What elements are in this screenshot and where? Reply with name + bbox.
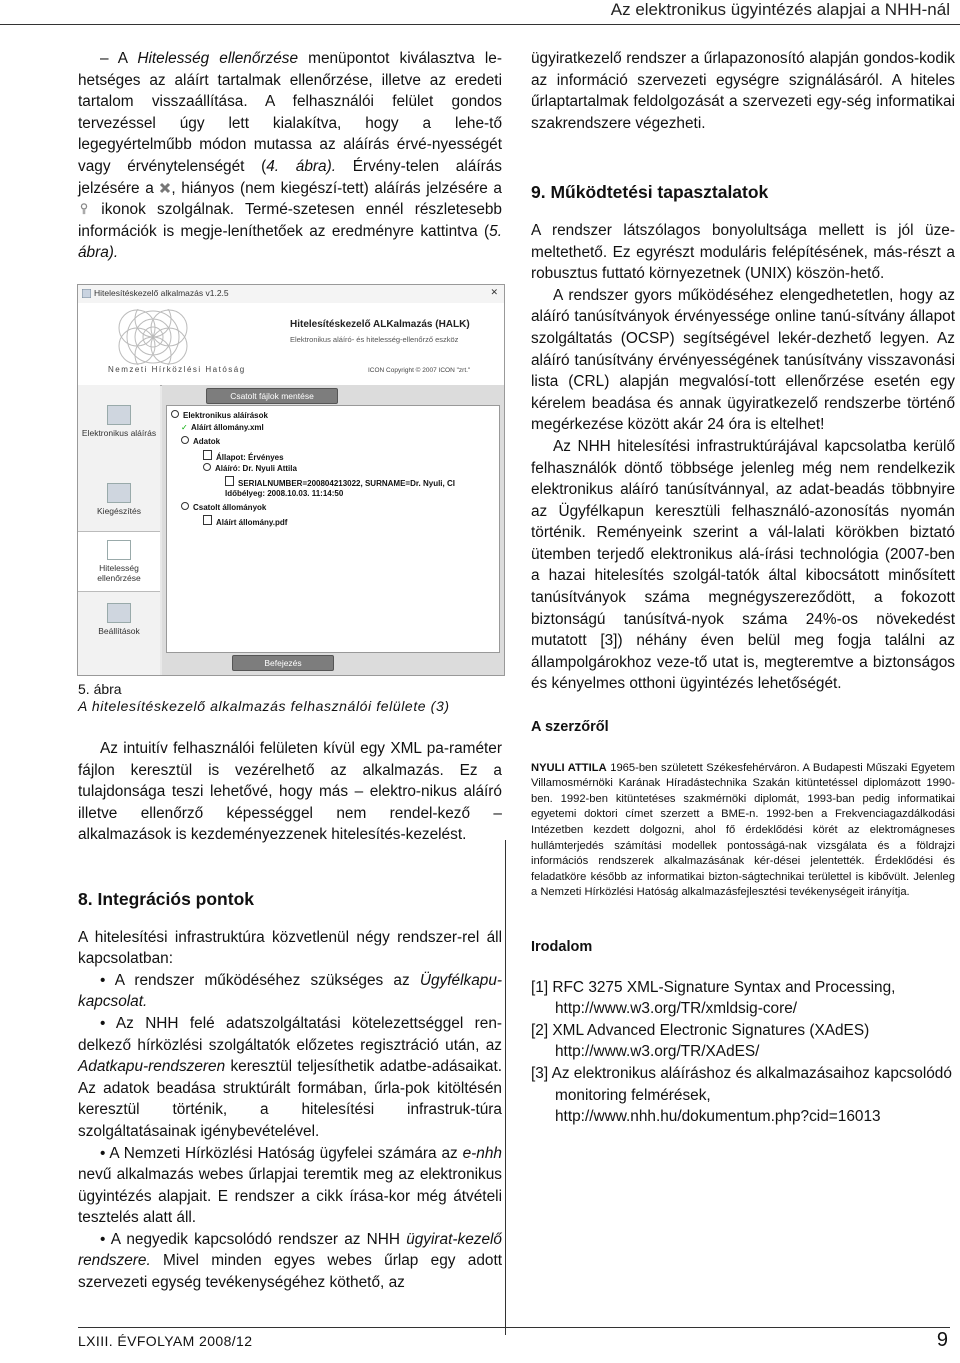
- section-9-p1: A rendszer látszólagos bonyolultsága mellett is jól üze-meltethető. Ez egyrészt moduláris felépítésének, más-részt a robusztus futtató környezetnek (UNIX) köszön-hető.: [531, 221, 955, 283]
- org-name: Nemzeti Hírközlési Hatóság: [108, 365, 246, 374]
- rosette-logo-icon: [108, 309, 198, 365]
- app-sidebar: [78, 385, 160, 675]
- running-head: [0, 0, 960, 22]
- section-8-intro: A hitelesítési infrastruktúra közvetlenül négy rendszer-rel áll kapcsolatban:: [78, 928, 502, 968]
- save-attachments-button[interactable]: Csatolt fájlok mentése: [206, 388, 338, 404]
- wrench-icon: [107, 603, 131, 623]
- xml-paragraph: Az intuitív felhasználói felületen kívül egy XML pa-raméter fájlon keresztül is vezérelhető az alkalmazás. Ez a tulajdonsága teszi lehetővé, hogy más – elektro-nikus aláíró illetve ellenőrző képességgel nem rendel-kező – alkalmazások is kezdeményezzenek hitelesítés-kezelést.: [78, 740, 502, 844]
- signature-tree: [166, 405, 500, 653]
- tree-node[interactable]: Aláíró: Dr. Nyuli Attila: [203, 463, 297, 473]
- section-9-p2: A rendszer gyors működéséhez elengedhetetlen, hogy az aláíró tanúsítványok érvényessége online tanú-sítvány állapot szolgáltatás (OCSP) segítségével lekér-dezhető legyen. Az aláíró tanúsítvány érvényességének tanúsítvány visszavonási lista (CRL) alapján megvalósí-tott ellenőrzése esetén egy kérelem beadása és annak ügyiratkezelő rendszerbe történő megérkezése között akár 24 óra is eltelhet!: [531, 286, 955, 434]
- footer-rule: [78, 1327, 950, 1328]
- tree-node[interactable]: Adatok: [181, 436, 220, 446]
- tree-node[interactable]: Csatolt állományok: [181, 502, 266, 512]
- continuation-paragraph: ügyiratkezelő rendszer a űrlapazonosító alapján gondos-kodik az információ szervezeti egységre szignálásáról. A hiteles űrlaptartalmak feldolgozását a szervezeti egy-ség informatikai szakrendszere végezheti.: [531, 50, 955, 132]
- bullet-4: • A negyedik kapcsolódó rendszer az NHH ügyirat-kezelő rendszere. Mivel minden egyes webes űrlap egy adott szervezeti egység tevékenységéhez köthető, az: [78, 1230, 502, 1292]
- tree-node[interactable]: Időbélyeg: 2008.10.03. 11:14:50: [225, 489, 344, 498]
- reference-link[interactable]: http://www.w3.org/TR/xmldsig-core/: [555, 1000, 798, 1018]
- bullet-1: • A rendszer működéséhez szükséges az Ügyfélkapu-kapcsolat.: [78, 971, 502, 1011]
- window-titlebar: [78, 285, 504, 304]
- tree-node[interactable]: Aláírt állomány.pdf: [203, 515, 287, 527]
- references-heading: Irodalom: [531, 938, 593, 955]
- figure-number: 5. ábra: [78, 681, 122, 697]
- section-9-heading: 9. Működtetési tapasztalatok: [531, 182, 769, 203]
- sidebar-item-signing[interactable]: Elektronikus aláírás: [78, 405, 160, 438]
- running-head-rule: [0, 24, 960, 25]
- signing-icon: [107, 405, 131, 425]
- page-footer: [78, 1329, 950, 1353]
- app-banner: [78, 303, 504, 386]
- page-number: 9: [936, 1329, 948, 1351]
- window-title: Hitelesítéskezelő alkalmazás v1.2.5: [94, 288, 229, 298]
- sidebar-item-verify[interactable]: Hitelesség ellenőrzése: [78, 531, 160, 592]
- reference-item: [2] XML Advanced Electronic Signatures (XAdES) http://www.w3.org/TR/XAdES/: [531, 1021, 870, 1061]
- reference-item: [3] Az elektronikus aláíráshoz és alkalmazásaihoz kapcsolódó monitoring felmérések, http://www.nhh.hu/dokumentum.php?cid=16013: [531, 1064, 952, 1126]
- intro-paragraph: – A Hitelesség ellenőrzése menüpontot kiválasztva le-hetséges az aláírt tartalmak ellenőrzése, illetve az eredeti tartalom visszaállítása. A felhasználói felület gondos tervezéssel úgy lett kialakítva, hogy a lehe-tő legegyértelműbb módon mutassa az aláírás érvé-nyességét vagy érvénytelenségét (4. ábra). Érvény-telen aláírás jelzésére a , hiányos (nem kiegészí-tett) aláírás jelzésére a ikonok szolgálnak. Termé-szetesen ennél részletesebb információk is megje-leníthetőek az eredményre kattintva (5. ábra).: [78, 50, 502, 262]
- reference-link[interactable]: http://www.w3.org/TR/XAdES/: [555, 1043, 760, 1061]
- app-subtitle: Elektronikus aláíró- és hitelesség-ellenőrző eszköz: [290, 335, 459, 344]
- section-9-p3: Az NHH hitelesítési infrastruktúrájával kapcsolatba kerülő felhasználók döntő többsége jelenleg még nem rendelkezik elektronikus aláíró tanúsítvánnyal, az adat-beadás többnyire az Ügyfélkapun keresztüli felhasználó-azonosítás nyomán történik. Reményeink szerint a vál-lalati körökben biztató ütemben terjedő elektronikus alá-írási technológia (2007-ben a hazai hitelesítés szolgál-tatók által kibocsátott minősített tanúsítványok száma megnégyszereződött, a fokozott biztonságú tanúsítvá-nyok száma 24%-os növekedést mutatott [3]) néhány éven belül meg fogja találni az állampolgárokhoz veze-tő utat is, megteremtve a biztonságos és kényelmes otthoni ügyintézés lehetőségét.: [531, 437, 955, 693]
- finish-button[interactable]: Befejezés: [232, 655, 334, 671]
- invalid-signature-icon: [159, 182, 171, 194]
- figure-5-screenshot: [77, 284, 505, 676]
- column-divider: [505, 840, 506, 1335]
- app-title: Hitelesítéskezelő ALKalmazás (HALK): [290, 319, 470, 330]
- tree-node[interactable]: Állapot: Érvényes: [203, 450, 284, 462]
- app-window-icon: [82, 289, 91, 298]
- references-list: [531, 977, 955, 1128]
- tree-node[interactable]: ✓ Aláírt állomány.xml: [181, 423, 264, 432]
- sidebar-item-complement[interactable]: Kiegészítés: [78, 483, 160, 516]
- incomplete-signature-icon: [78, 203, 90, 215]
- tree-node[interactable]: SERIALNUMBER=200804213022, SURNAME=Dr. Nyuli, CI: [225, 476, 455, 488]
- tree-node[interactable]: Elektronikus aláírások: [171, 410, 268, 420]
- running-head-title: Az elektronikus ügyintézés alapjai a NHH-nál: [610, 0, 950, 19]
- close-icon[interactable]: ✕: [490, 287, 498, 297]
- figure-caption: A hitelesítéskezelő alkalmazás felhasználói felülete (3): [78, 698, 450, 714]
- copyright: ICON Copyright © 2007 ICON "zrt.": [368, 367, 471, 374]
- author-bio: NYULI ATTILA 1965-ben született Székesfehérváron. A Budapesti Műszaki Egyetem Villamosmérnöki Karának Híradástechnika Szakán kitüntetéssel diplomázott 1990-ben. 1992-ben kitüntetéses szakmérnöki diplomát, 1993-ban pedig informatikai egyetemi doktori címet szerzett a BME-n. 1992-ben a Frekvenciagazdálkodási Intézetben kezdett dolgozni, ahol fő érdeklődési körét az elektromágneses hullámterjedés számítási modellek pontosságá-nak vizsgálata és a földrajzi információs rendszerek alkalmazásának kér-dései jelentették. Érdeklődési és feladatköre később az informatikai bizton-ságtechnikai területtel is kibővült. Jelenleg a Nemzeti Hírközlési Hatóság alkalmazásfejlesztési tevékenységeit irányítja.: [531, 761, 955, 899]
- app-main: [162, 385, 504, 675]
- reference-item: [1] RFC 3275 XML-Signature Syntax and Processing, http://www.w3.org/TR/xmldsig-core/: [531, 978, 896, 1018]
- plus-icon: [107, 483, 131, 503]
- reference-link[interactable]: http://www.nhh.hu/dokumentum.php?cid=16013: [555, 1108, 881, 1126]
- sidebar-item-settings[interactable]: Beállítások: [78, 603, 160, 636]
- bullet-3: • A Nemzeti Hírközlési Hatóság ügyfelei számára az e-nhh nevű alkalmazás webes űrlapjai teremtik meg az elektronikus ügyintézés alapjait. E rendszer a cikk írása-kor még átvételi tesztelés alatt áll.: [78, 1144, 502, 1227]
- bullet-2: • Az NHH felé adatszolgáltatási kötelezettséggel ren-delkező hírközlési szolgáltatók előzetes regisztráció után, az Adatkapu-rendszeren keresztül teljesíthetik adatbe-adásaikat. Az adatok beadása struktúrált formában, űrla-pok kitöltésén keresztül történik, a hitelesítési infrastruk-túra szolgáltatásainak igénybevételével.: [78, 1014, 502, 1140]
- volume-info: LXIII. ÉVFOLYAM 2008/12: [78, 1333, 253, 1349]
- left-column-intro: [78, 48, 502, 264]
- section-8-heading: 8. Integrációs pontok: [78, 888, 254, 909]
- left-column-body: [78, 738, 502, 1294]
- checkmark-doc-icon: [107, 540, 131, 560]
- author-heading: A szerzőről: [531, 719, 609, 736]
- right-column: [531, 48, 955, 1128]
